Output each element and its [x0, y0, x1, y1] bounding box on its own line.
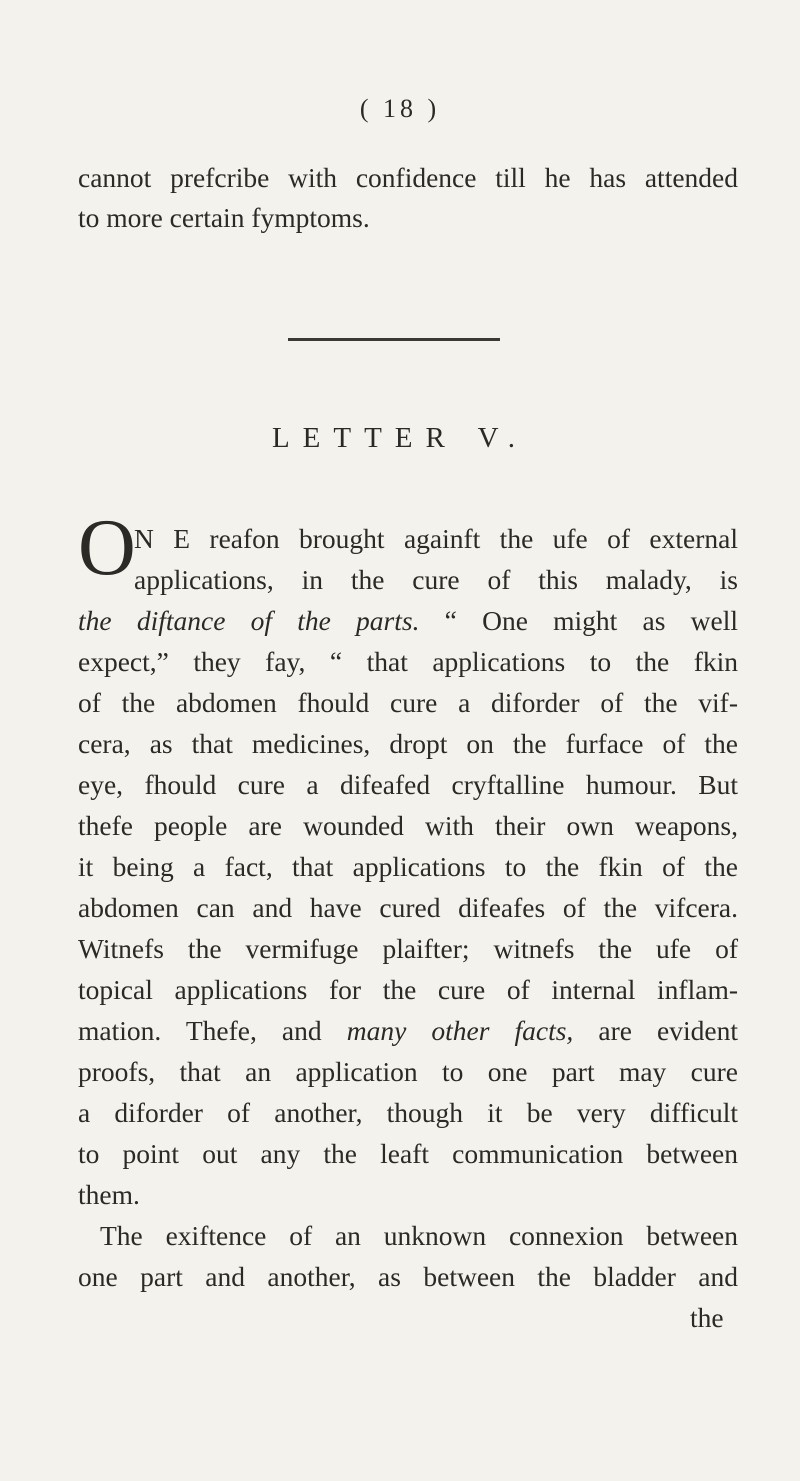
- text-line: Witnefs the vermifuge plaifter; witnefs the ufe of: [78, 933, 738, 964]
- text-line: [78, 1013, 738, 1049]
- text-line: to point out any the leaft communication between: [78, 1138, 738, 1169]
- text-span: mation. Thefe, and: [78, 1015, 322, 1046]
- text-line: N E reafon brought againft the ufe of external: [134, 523, 738, 554]
- section-divider: [288, 338, 500, 341]
- text-line: of the abdomen fhould cure a diforder of the vif-: [78, 687, 738, 718]
- catchword: the: [690, 1302, 724, 1333]
- text-line: The exiftence of an unknown connexion between: [100, 1220, 738, 1251]
- text-line: thefe people are wounded with their own weapons,: [78, 810, 738, 841]
- text-line: a diforder of another, though it be very difficult: [78, 1097, 738, 1128]
- letter-heading: LETTER V.: [271, 422, 529, 454]
- page-number: ( 18 ): [359, 94, 441, 123]
- italic-phrase: many other facts,: [346, 1015, 574, 1046]
- text-line: it being a fact, that applications to the fkin of the: [78, 851, 738, 882]
- text-line: cannot prefcribe with confidence till he has attended: [78, 162, 738, 193]
- italic-phrase: the diftance of the parts.: [78, 605, 420, 636]
- text-line: topical applications for the cure of internal inflam-: [78, 974, 738, 1005]
- text-line: proofs, that an application to one part may cure: [78, 1056, 738, 1087]
- text-line: [78, 603, 738, 639]
- text-line: cera, as that medicines, dropt on the furface of the: [78, 728, 738, 759]
- text-span: “ One might as well: [444, 605, 738, 636]
- text-line: applications, in the cure of this malady, is: [134, 564, 738, 595]
- text-line: expect,” they fay, “ that applications to the fkin: [78, 646, 738, 677]
- text-line: them.: [78, 1179, 140, 1210]
- text-line: abdomen can and have cured difeafes of the vifcera.: [78, 892, 738, 923]
- drop-cap: O: [78, 504, 136, 592]
- text-line: eye, fhould cure a difeafed cryftalline humour. But: [78, 769, 738, 800]
- text-line: to more certain fymptoms.: [78, 202, 370, 233]
- text-line: one part and another, as between the bladder and: [78, 1261, 738, 1292]
- text-span: are evident: [598, 1015, 739, 1046]
